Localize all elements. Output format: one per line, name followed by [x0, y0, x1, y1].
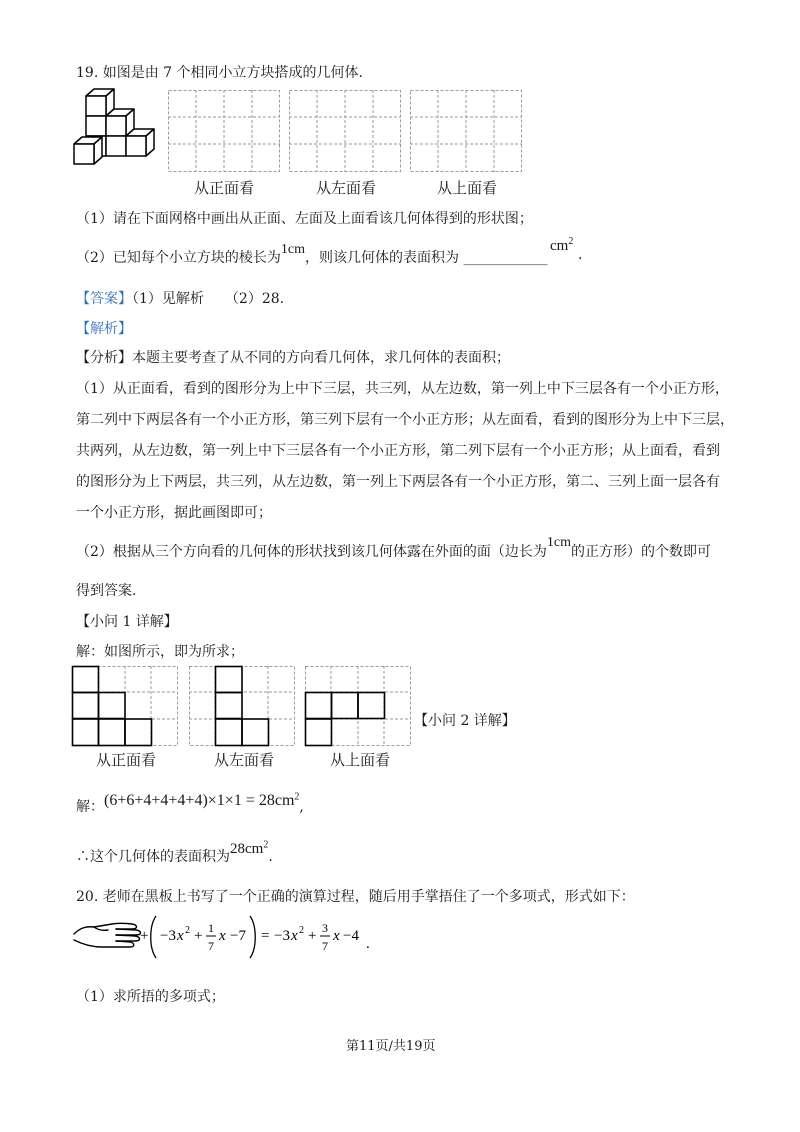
- hand-icon: [72, 918, 144, 952]
- caption-top-view: 从上面看: [437, 179, 498, 197]
- empty-grid-left[interactable]: [289, 90, 401, 172]
- solve-end: ,: [299, 799, 304, 815]
- solution-grid-top: [305, 666, 411, 746]
- svg-text:.: .: [366, 936, 370, 952]
- conclusion-text: ∴这个几何体的表面积为: [76, 849, 230, 865]
- solve-line: [76, 790, 304, 815]
- conclusion-line: [76, 838, 273, 865]
- analysis-line-1: （1）从正面看，看到的图形分为上中下三层，共三列，从左边数，第一列上中下三层各有一个小正方形，: [76, 381, 729, 397]
- solve-expression: (6+6+4+4+4+4)×1×1 = 28cm: [104, 792, 295, 809]
- solution-caption-left: 从左面看: [214, 751, 275, 769]
- q19-part2: [76, 242, 548, 267]
- analysis-tag: 【解析】: [76, 321, 132, 337]
- svg-text:2: 2: [299, 925, 304, 936]
- conclusion-value: 28cm: [230, 841, 264, 857]
- answer-line: [76, 288, 284, 308]
- svg-text:x: x: [219, 928, 226, 944]
- empty-grid-front[interactable]: [168, 90, 280, 172]
- analysis-line-4: 的图形分为上下两层，共三列，从左边数，第一列上下两层各有一个小正方形，第二、三列上面一层各有: [76, 474, 720, 490]
- answer-tag: 【答案】: [76, 291, 132, 307]
- svg-text:7: 7: [322, 939, 328, 953]
- svg-text:=: =: [261, 928, 270, 944]
- solution-grid-left: [189, 666, 295, 746]
- conclusion-end: .: [268, 849, 273, 865]
- solution-caption-front: 从正面看: [96, 751, 157, 769]
- unit-1cm: 1cm: [280, 242, 306, 257]
- svg-text:3: 3: [322, 921, 328, 935]
- part2-text-b: ，则该几何体的表面积为 ____________: [305, 250, 548, 266]
- q19-part1: （1）请在下面网格中画出从正面、左面及上面看该几何体得到的形状图；: [76, 211, 533, 227]
- solution-grid-front: [72, 666, 178, 746]
- analysis-line-2: 第二列中下两层各有一个小正方形，第三列下层有一个小正方形；从左面看，看到的图形分为上中下三层，: [76, 412, 734, 428]
- q20-formula: [140, 910, 380, 960]
- svg-text:x: x: [291, 928, 298, 944]
- cube-figure: [70, 88, 160, 178]
- svg-text:7: 7: [208, 939, 214, 953]
- part2-text-a: （2）已知每个小立方块的棱长为: [76, 250, 281, 266]
- q20-part1: （1）求所捂的多项式；: [76, 989, 225, 1005]
- empty-grid-top[interactable]: [410, 90, 522, 172]
- analysis-line-5: 一个小正方形，据此画图即可；: [76, 505, 272, 521]
- caption-left-view: 从左面看: [316, 179, 377, 197]
- sub2-title: 【小问 2 详解】: [414, 713, 516, 729]
- svg-text:+: +: [194, 928, 203, 944]
- solution-caption-top: 从上面看: [330, 751, 391, 769]
- solve-prefix: 解：: [76, 799, 104, 815]
- svg-text:+: +: [308, 928, 317, 944]
- page-footer: 第11页/共19页: [346, 1039, 436, 1054]
- q20-title: 20. 老师在黑板上书写了一个正确的演算过程，随后用手掌捂住了一个多项式，形式如下：: [76, 889, 635, 905]
- analysis2-c: 得到答案.: [76, 583, 137, 599]
- svg-text:−3: −3: [160, 928, 176, 944]
- svg-text:2: 2: [185, 925, 190, 936]
- sub1-text: 解：如图所示，即为所求；: [76, 644, 244, 660]
- svg-text:−4: −4: [343, 928, 359, 944]
- analysis-line-0: 【分析】本题主要考查了从不同的方向看几何体，求几何体的表面积；: [76, 350, 510, 366]
- q19-title: 19. 如图是由 7 个相同小立方块搭成的几何体.: [76, 65, 363, 81]
- analysis-part2: [76, 535, 712, 561]
- svg-text:−7: −7: [230, 928, 246, 944]
- caption-front-view: 从正面看: [194, 179, 255, 197]
- unit-cm2: [550, 236, 573, 255]
- analysis2-a: （2）根据从三个方向看的几何体的形状找到该几何体露在外面的面（边长为: [76, 544, 547, 560]
- conclusion-sup: 2: [263, 839, 269, 851]
- unit-sup: 2: [568, 236, 574, 247]
- part2-end: .: [578, 247, 583, 263]
- unit-cm: cm: [550, 238, 569, 254]
- analysis-line-3: 共两列，从左边数，第一列上中下三层各有一个小正方形，第二列下层有一个小正方形；从上面看，看到: [76, 443, 720, 459]
- svg-text:x: x: [177, 928, 184, 944]
- svg-text:−3: −3: [274, 928, 290, 944]
- analysis2-b: 的正方形）的个数即可: [571, 544, 712, 560]
- svg-text:+: +: [140, 928, 149, 944]
- sub1-title: 【小问 1 详解】: [76, 614, 178, 630]
- analysis2-unit: 1cm: [546, 535, 572, 550]
- answer-text: （1）见解析 （2）28.: [132, 291, 285, 307]
- solve-sup: 2: [294, 791, 300, 803]
- svg-text:x: x: [333, 928, 340, 944]
- svg-text:1: 1: [208, 921, 214, 935]
